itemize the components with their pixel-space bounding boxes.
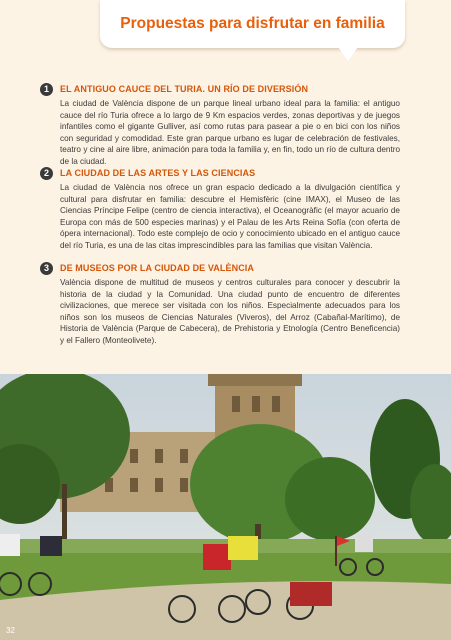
section-turia	[40, 83, 400, 168]
section-number-badge: 1	[40, 83, 53, 96]
section-title: LA CIUDAD DE LAS ARTES Y LAS CIENCIAS	[60, 168, 256, 178]
section-number-badge: 3	[40, 262, 53, 275]
section-artes-ciencias	[40, 167, 400, 252]
section-body: La ciudad de València dispone de un parque lineal urbano ideal para la familia: el antiguo cauce del río Turia ofrece a lo largo de 9 Km espacios verdes, zonas deportivas y de juegos infantiles como el gigante Gulliver, así como rutas para pasear a pie o en bici con los niños con seguridad y comodidad. Este gran parque urbano es lugar de celebración de festivales, teatro y cine al aire libre, animación para toda la familia y, en fin, todo un río de cultura dentro de la ciudad.	[60, 99, 400, 166]
section-title: DE MUSEOS POR LA CIUDAD DE VALÈNCIA	[60, 263, 255, 273]
page-number: 32	[6, 626, 15, 635]
park-cycling-photo	[0, 374, 451, 640]
section-number-badge: 2	[40, 167, 53, 180]
section-title: EL ANTIGUO CAUCE DEL TURIA. UN RÍO DE DIVERSIÓN	[60, 84, 309, 94]
page-title: Propuestas para disfrutar en familia	[120, 15, 385, 32]
section-body: València dispone de multitud de museos y centros culturales para conocer y descubrir la historia de la ciudad y la Comunidad. Una ciudad punto de encuentro de diferentes civilizaciones, que merece ser visitada con los niños. Especialmente adecuados para los niños son los museos de Ciencias Naturales (Viveros), del Arroz (Cabañal-Marítimo), de Historia de València (Parque de Cabecera), de Prehistoria y Etnología (Centro Beneficencia) y el Fallero (Monteolivete).	[60, 278, 400, 345]
title-banner-tail	[338, 47, 358, 61]
section-museos	[40, 262, 400, 347]
section-body: La ciudad de València nos ofrece un gran espacio dedicado a la divulgación científica y cultural para disfrutar en familia: descubre el Hemisfèric (cine IMAX), el Museo de las Ciencias Príncipe Felipe (centro de ciencia interactiva), el Oceanogràfic (el mayor acuario de Europa con más de 500 especies marinas) y el Palau de les Arts Reina Sofía (con oferta de ópera internacional). Todo este complejo de ocio y conocimiento ubicado en el antiguo cauce del río Turia, es una de las citas imprescindibles para las familias que visitan València.	[60, 183, 400, 250]
